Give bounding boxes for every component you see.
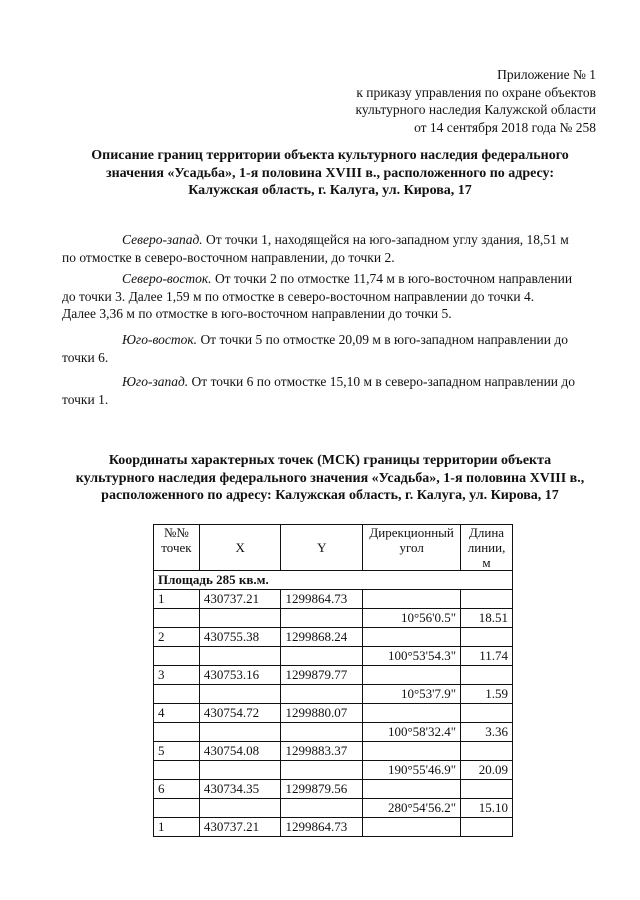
empty-cell — [461, 628, 513, 647]
empty-cell — [199, 609, 281, 628]
paragraph-lead: Северо-восток. — [122, 271, 212, 286]
point-x: 430734.35 — [199, 780, 281, 799]
area-cell: Площадь 285 кв.м. — [154, 571, 513, 590]
empty-cell — [154, 799, 200, 818]
point-x: 430737.21 — [199, 818, 281, 837]
point-number: 3 — [154, 666, 200, 685]
point-y: 1299879.77 — [281, 666, 363, 685]
empty-cell — [281, 761, 363, 780]
table-row — [154, 761, 513, 780]
point-number: 1 — [154, 818, 200, 837]
table-row — [154, 628, 513, 647]
empty-cell — [363, 666, 461, 685]
point-number: 6 — [154, 780, 200, 799]
segment-angle: 10°56'0.5" — [363, 609, 461, 628]
empty-cell — [199, 723, 281, 742]
point-y: 1299864.73 — [281, 818, 363, 837]
empty-cell — [363, 590, 461, 609]
paragraph-text: до точки 3. Далее 1,59 м по отмостке в северо-восточном направлении до точки 4. — [62, 288, 535, 304]
empty-cell — [461, 780, 513, 799]
empty-cell — [199, 761, 281, 780]
appendix-line: Приложение № 1 — [497, 67, 596, 82]
point-x: 430737.21 — [199, 590, 281, 609]
table-row — [154, 799, 513, 818]
point-x: 430755.38 — [199, 628, 281, 647]
empty-cell — [154, 723, 200, 742]
point-y: 1299883.37 — [281, 742, 363, 761]
table-row — [154, 609, 513, 628]
paragraph-text: по отмостке в северо-восточном направлении, до точки 2. — [62, 249, 395, 265]
segment-length: 11.74 — [461, 647, 513, 666]
segment-length: 15.10 — [461, 799, 513, 818]
empty-cell — [363, 628, 461, 647]
table-row — [154, 742, 513, 761]
paragraph-text: От точки 2 по отмостке 11,74 м в юго-восточном направлении — [211, 271, 573, 286]
boundary-description-title — [60, 147, 600, 200]
point-y: 1299879.56 — [281, 780, 363, 799]
point-x: 430753.16 — [199, 666, 281, 685]
segment-length: 1.59 — [461, 685, 513, 704]
point-number: 2 — [154, 628, 200, 647]
point-y: 1299864.73 — [281, 590, 363, 609]
table-row — [154, 704, 513, 723]
table-row — [154, 647, 513, 666]
point-x: 430754.08 — [199, 742, 281, 761]
empty-cell — [154, 761, 200, 780]
empty-cell — [363, 818, 461, 837]
empty-cell — [461, 704, 513, 723]
segment-angle: 100°53'54.3" — [363, 647, 461, 666]
appendix-header — [355, 66, 596, 136]
paragraph-lead: Юго-запад. — [122, 374, 189, 389]
empty-cell — [281, 609, 363, 628]
empty-cell — [363, 704, 461, 723]
coordinates-title — [60, 452, 600, 505]
empty-cell — [363, 742, 461, 761]
segment-angle: 190°55'46.9" — [363, 761, 461, 780]
empty-cell — [199, 685, 281, 704]
coordinates-table — [153, 524, 513, 837]
paragraph-text: точки 6. — [62, 349, 109, 365]
appendix-line: культурного наследия Калужской области — [355, 102, 596, 117]
header-y: Y — [281, 525, 363, 571]
paragraph-northwest — [62, 231, 598, 266]
header-direction-angle: Дирекционный угол — [363, 525, 461, 571]
segment-length: 3.36 — [461, 723, 513, 742]
table-row — [154, 590, 513, 609]
paragraph-southwest — [62, 373, 598, 408]
paragraph-text: От точки 1, находящейся на юго-западном углу здания, 18,51 м — [202, 232, 569, 247]
paragraph-lead: Северо-запад. — [122, 232, 203, 247]
table-row — [154, 685, 513, 704]
table-row — [154, 666, 513, 685]
empty-cell — [199, 799, 281, 818]
header-x: X — [199, 525, 281, 571]
appendix-line: от 14 сентября 2018 года № 258 — [414, 119, 596, 135]
segment-angle: 10°53'7.9" — [363, 685, 461, 704]
empty-cell — [461, 742, 513, 761]
empty-cell — [461, 590, 513, 609]
segment-length: 20.09 — [461, 761, 513, 780]
paragraph-text: точки 1. — [62, 391, 109, 407]
header-point-number: №№ точек — [154, 525, 200, 571]
table-row — [154, 723, 513, 742]
empty-cell — [363, 780, 461, 799]
point-number: 1 — [154, 590, 200, 609]
empty-cell — [281, 723, 363, 742]
empty-cell — [154, 647, 200, 666]
table-row — [154, 780, 513, 799]
paragraph-northeast — [62, 270, 598, 323]
title-line: Описание границ территории объекта культурного наследия федерального — [91, 148, 569, 163]
paragraph-text: От точки 5 по отмостке 20,09 м в юго-западном направлении до — [197, 332, 569, 347]
empty-cell — [154, 685, 200, 704]
appendix-line: к приказу управления по охране объектов — [356, 84, 596, 100]
area-row — [154, 571, 513, 590]
paragraph-text: От точки 6 по отмостке 15,10 м в северо-западном направлении до — [188, 374, 576, 389]
empty-cell — [154, 609, 200, 628]
empty-cell — [281, 685, 363, 704]
table-row — [154, 818, 513, 837]
title-line: культурного наследия федерального значения «Усадьба», 1-я половина XVIII в., — [75, 470, 585, 486]
title-line: Калужская область, г. Калуга, ул. Кирова, 17 — [188, 183, 472, 198]
point-y: 1299868.24 — [281, 628, 363, 647]
paragraph-text: Далее 3,36 м по отмостке в юго-восточном направлении до точки 5. — [62, 306, 452, 321]
empty-cell — [461, 666, 513, 685]
point-y: 1299880.07 — [281, 704, 363, 723]
point-number: 4 — [154, 704, 200, 723]
table-header-row — [154, 525, 513, 571]
empty-cell — [199, 647, 281, 666]
paragraph-southeast — [62, 331, 598, 366]
title-line: значения «Усадьба», 1-я половина XVIII в., расположенного по адресу: — [105, 165, 555, 181]
paragraph-lead: Юго-восток. — [122, 332, 198, 347]
empty-cell — [461, 818, 513, 837]
header-line-length: Длина линии, м — [461, 525, 513, 571]
point-x: 430754.72 — [199, 704, 281, 723]
title-line: Координаты характерных точек (МСК) границы территории объекта — [108, 453, 552, 468]
segment-length: 18.51 — [461, 609, 513, 628]
title-line: расположенного по адресу: Калужская область, г. Калуга, ул. Кирова, 17 — [101, 488, 559, 503]
empty-cell — [281, 647, 363, 666]
point-number: 5 — [154, 742, 200, 761]
empty-cell — [281, 799, 363, 818]
segment-angle: 280°54'56.2" — [363, 799, 461, 818]
segment-angle: 100°58'32.4" — [363, 723, 461, 742]
